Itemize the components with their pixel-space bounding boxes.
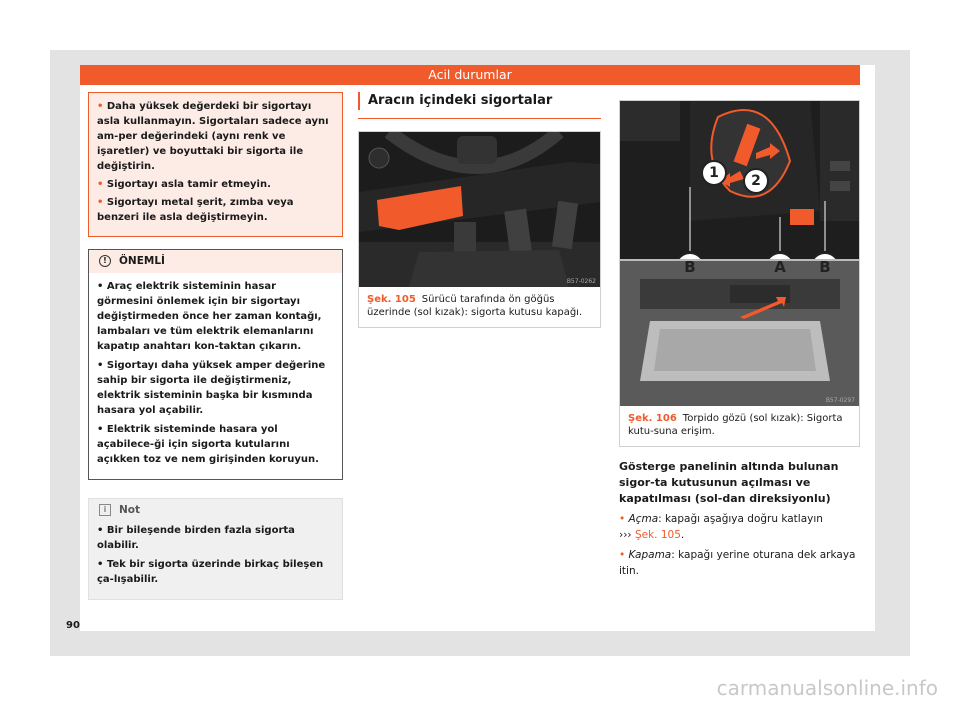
warning-box-continued	[88, 92, 343, 237]
open-instruction: • Açma: kapağı aşağıya doğru katlayın ››› Şek. 105.	[619, 513, 823, 541]
bullet-icon: •	[619, 513, 629, 525]
figure-code: B57-0297	[825, 397, 855, 404]
bullet-icon: •	[97, 197, 107, 208]
figure-code: B57-0262	[566, 278, 596, 285]
figure-106-caption: Şek. 106 Torpido gözü (sol kızak): Sigorta kutu-suna erişim.	[628, 413, 843, 437]
important-item: • Sigortayı daha yüksek amper değerine sahip bir sigorta ile değiştirmeniz, elektrik sisteminin başka bir kısmında hasara yol açabilir.	[97, 360, 326, 416]
caution-icon: !	[99, 255, 111, 267]
footwell-illustration	[359, 132, 600, 287]
important-header: ! ÖNEMLİ	[89, 250, 342, 273]
figure-105-caption: Şek. 105 Sürücü tarafında ön göğüs üzerinde (sol kızak): sigorta kutusu kapağı.	[367, 294, 583, 318]
figure-106-photo	[620, 101, 859, 406]
callout-overlay	[620, 101, 859, 259]
important-item: • Araç elektrik sisteminin hasar görmesini önlemek için bir sigortayı değiştirmeden önce her zaman kontağı, lambaları ve tüm elektrik elemanlarını kapatıp anahtarı kon-taktan çıkarın.	[97, 281, 322, 352]
note-box	[88, 498, 343, 600]
title-rule	[358, 118, 601, 119]
info-icon: i	[99, 504, 111, 516]
figure-number: Şek. 106	[628, 413, 677, 424]
note-item: • Bir bileşende birden fazla sigorta olabilir.	[97, 525, 295, 551]
page-number: 90	[66, 620, 80, 631]
bullet-icon: •	[97, 179, 107, 190]
left-column	[88, 92, 343, 600]
close-instruction: • Kapama: kapağı yerine oturana dek arkaya itin.	[619, 549, 856, 577]
right-column	[619, 100, 860, 579]
callout-1: 1	[709, 165, 719, 181]
chapter-header: Acil durumlar	[80, 65, 860, 85]
important-box	[88, 249, 343, 480]
warning-item: • Sigortayı asla tamir etmeyin.	[97, 179, 271, 190]
figure-105-photo	[359, 132, 600, 287]
note-item: • Tek bir sigorta üzerinde birkaç bileşen ça-lışabilir.	[97, 559, 324, 585]
figure-105	[358, 131, 601, 328]
bullet-icon: •	[97, 101, 107, 112]
important-item: • Elektrik sisteminde hasara yol açabilece-ği için sigorta kutularını açıkken toz ve nem girişinden koruyun.	[97, 424, 319, 465]
figure-number: Şek. 105	[367, 294, 416, 305]
figure-106	[619, 100, 860, 447]
bullet-icon: •	[619, 549, 629, 561]
note-body	[89, 521, 342, 599]
callout-a: A	[774, 258, 786, 276]
warning-item: • Sigortayı metal şerit, zımba veya benzeri ile asla değiştirmeyin.	[97, 197, 294, 223]
watermark: carmanualsonline.info	[716, 676, 938, 700]
callout-b-right: B	[819, 258, 831, 276]
note-header: i Not	[89, 499, 342, 521]
callout-2: 2	[751, 173, 761, 189]
callout-b-left: B	[684, 258, 696, 276]
warning-item: • Daha yüksek değerdeki bir sigortayı asla kullanmayın. Sigortaları sadece aynı am-per değerindeki (aynı renk ve işaretler) ve boyuttaki bir sigorta ile değiştirin.	[97, 101, 329, 172]
middle-column	[358, 92, 601, 328]
figure-reference-link[interactable]: Şek. 105	[634, 529, 681, 541]
important-body	[89, 273, 342, 479]
section-title: Aracın içindeki sigortalar	[358, 92, 601, 110]
subsection-title: Gösterge panelinin altında bulunan sigor-ta kutusunun açılması ve kapatılması (sol-dan direksiyonlu)	[619, 460, 839, 505]
